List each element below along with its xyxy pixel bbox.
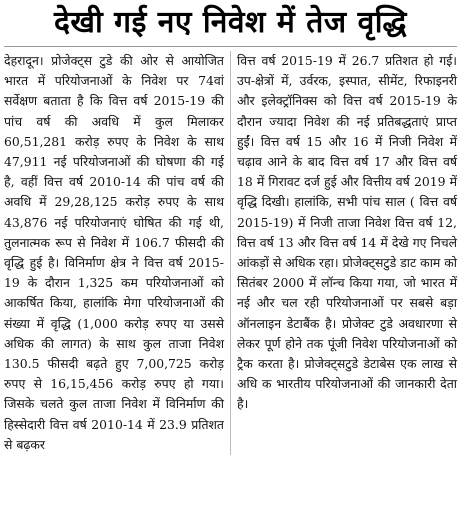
column-left-text: देहरादून। प्रोजेक्ट्स टुडे की ओर से आयोजित भारत में परियोजनाओं के निवेश पर 74वां सर्वेक्षण बताता है कि वित्त वर्ष 2015-19 की पांच वर्ष की अवधि में कुल मिलाकर 60,51,281 करोड़ रुपए के निवेश के साथ 47,911 नई परियोजनाओं की घोषणा की गई है, वहीं वित्त वर्ष 2010-14 की पांच वर्ष की अवधि में 29,28,125 करोड़ रुपए के साथ 43,876 नई परियोजनाएं घोषित की गई थी, तुलनात्मक रूप से निवेश में 106.7 फीसदी की वृद्धि हुई है। विनिर्माण क्षेत्र ने वित्त वर्ष 2015-19 के दौरान 1,325 कम परियोजनाओं को आकर्षित किया, हालांकि मेगा परियोजनाओं की संख्या में वृद्धि (1,000 करोड़ रुपए या उससे अधिक की लागत) के साथ कुल ताजा निवेश 130.5 फीसदी बढ़ते हुए 7,00,725 करोड़ रुपए से 16,15,456 करोड़ रुपए हो गया। जिसके चलते कुल ताजा निवेश में विनिर्माण की हिस्सेदारी वित्त वर्ष 2010-14 में 23.9 प्रतिशत से बढ़कर [4, 53, 224, 452]
headline: देखी गई नए निवेश में तेज वृद्धि [4, 0, 457, 47]
column-right-text: वित्त वर्ष 2015-19 में 26.7 प्रतिशत हो गई। उप-क्षेत्रों में, उर्वरक, इस्पात, सीमेंट, रिफाइनरी और इलेक्ट्रॉनिक्स को वित्त वर्ष 2015-19 के दौरान ज्यादा निवेश की नई प्रतिबद्धताएं प्राप्त हुईं। वित्त वर्ष 15 और 16 में निजी निवेश में चढ़ाव आने के बाद वित्त वर्ष 17 और वित्त वर्ष 18 में गिरावट दर्ज हुई और वित्तीय वर्ष 2019 में वृद्धि दिखी। हालांकि, सभी पांच साल ( वित्त वर्ष 2015-19) में निजी ताजा निवेश वित्त वर्ष 12, वित्त वर्ष 13 और वित्त वर्ष 14 में देखे गए निचले आंकड़ों से अधिक रहा। प्रोजेक्ट्सटुडे डाट काम को सितंबर 2000 में लॉन्च किया गया, जो भारत में नई और चल रही परियोजनाओं पर सबसे बड़ा ऑनलाइन डेटाबैंक है। प्रोजेक्ट टुडे अवधारणा से लेकर पूर्ण होने तक पूंजी निवेश परियोजनाओं को ट्रैक करता है। प्रोजेक्ट्सटुडे डेटाबेस एक लाख से अधि क भारतीय परियोजनाओं की जानकारी देता है। [237, 53, 457, 412]
article-body [4, 51, 457, 455]
column-divider [230, 51, 231, 455]
column-left [4, 51, 224, 455]
column-right [237, 51, 457, 455]
